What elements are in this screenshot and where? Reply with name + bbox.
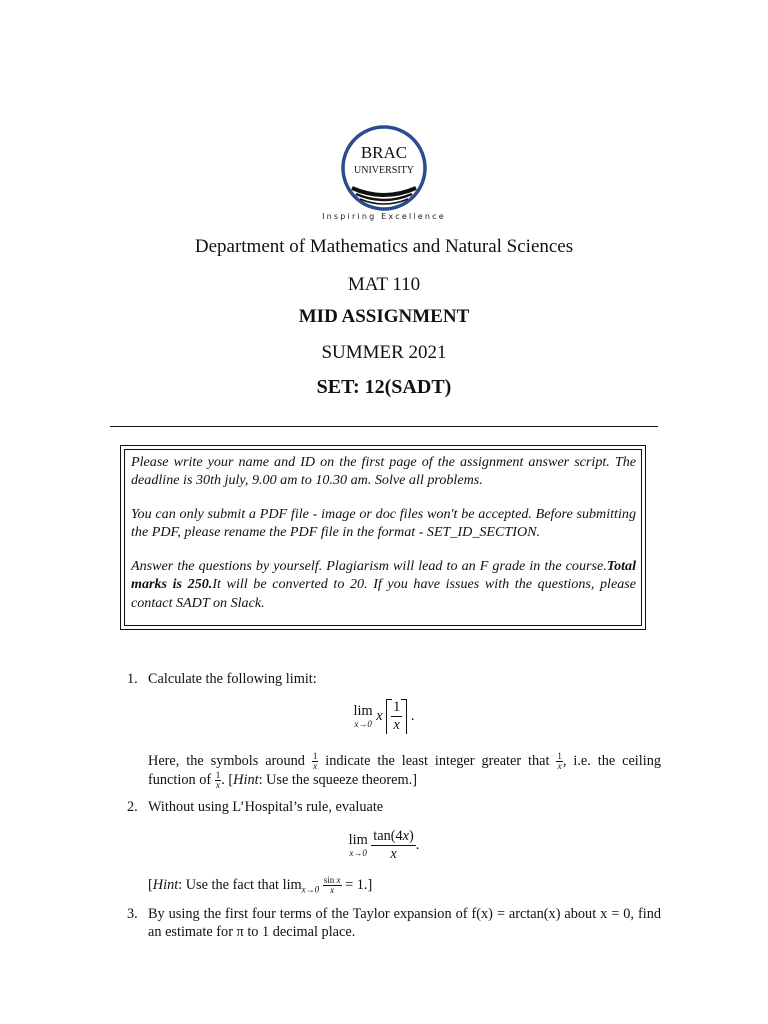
- question-1-explanation: Here, the symbols around $\frac{1}{x}$ indicate the least integer greater that $\frac{1}{x}$ , i.e. the ceiling function of $\frac{1}{x}$ . [Hint: Use the squeeze theorem.]: [148, 751, 661, 791]
- question-number: 1.: [127, 671, 138, 687]
- hint-end: = 1.]: [341, 876, 373, 893]
- q1-text: Here, the symbols around: [148, 753, 305, 769]
- instruction-text: Answer the questions by yourself. Plagiarism will lead to an F grade in the course.: [131, 558, 607, 575]
- instructions-box: [120, 445, 646, 630]
- hint-label: Hint: [233, 772, 259, 789]
- question-2-equation: lim x→0 $\frac{\tan(4x)}{x}$ .: [348, 828, 420, 863]
- hint-label: Hint: [152, 876, 179, 893]
- hint-text: : Use the fact that lim: [178, 876, 302, 893]
- set-label: SET: 12(SADT): [316, 376, 452, 398]
- question-text: Without using L’Hospital’s rule, evaluate: [148, 799, 384, 815]
- instruction-paragraph-2: You can only submit a PDF file - image or doc files won't be accepted. Before submitting the PDF, please rename the PDF file in the format - SET_ID_SECTION.: [131, 506, 636, 541]
- q1-text: indicate the least integer greater that: [325, 753, 550, 769]
- instruction-text: It will be converted to 20. If you have issues with the questions, please contact SADT on Slack.: [131, 576, 637, 611]
- question-number: 2.: [127, 799, 138, 815]
- logo-text-brac: BRAC: [360, 143, 408, 162]
- instructions-inner: [124, 449, 642, 626]
- course-code: MAT 110: [347, 274, 421, 295]
- brac-university-logo: [322, 122, 446, 226]
- question-text: Calculate the following limit:: [148, 671, 317, 687]
- question-text: By using the first four terms of the Taylor expansion of f(x) = arctan(x) about x = 0, find an estimate for π to 1 decimal place.: [148, 906, 661, 940]
- logo-text-university: UNIVERSITY: [354, 165, 414, 176]
- term-label: SUMMER 2021: [321, 342, 447, 363]
- q1-text: : Use the squeeze theorem.]: [258, 772, 417, 789]
- instruction-paragraph-1: Please write your name and ID on the first page of the assignment answer script. The deadline is 30th july, 9.00 am to 10.30 am. Solve all problems.: [131, 454, 636, 489]
- question-3: [127, 906, 661, 942]
- q1-text: , i.e. the ceiling function of: [148, 753, 661, 789]
- question-number: 3.: [127, 906, 138, 922]
- assignment-title: MID ASSIGNMENT: [298, 306, 470, 327]
- department-title: Department of Mathematics and Natural Sciences: [194, 236, 574, 257]
- instruction-paragraph-3: [131, 557, 636, 611]
- question-1-equation: lim x→0 x $\frac{1}{x}$ .: [353, 699, 415, 734]
- header-divider: [110, 426, 658, 427]
- total-marks: Total marks is 250.: [131, 558, 636, 593]
- bracket: [: [148, 876, 153, 893]
- q1-text: . [: [221, 772, 234, 789]
- logo-tagline: Inspiring Excellence: [322, 212, 446, 221]
